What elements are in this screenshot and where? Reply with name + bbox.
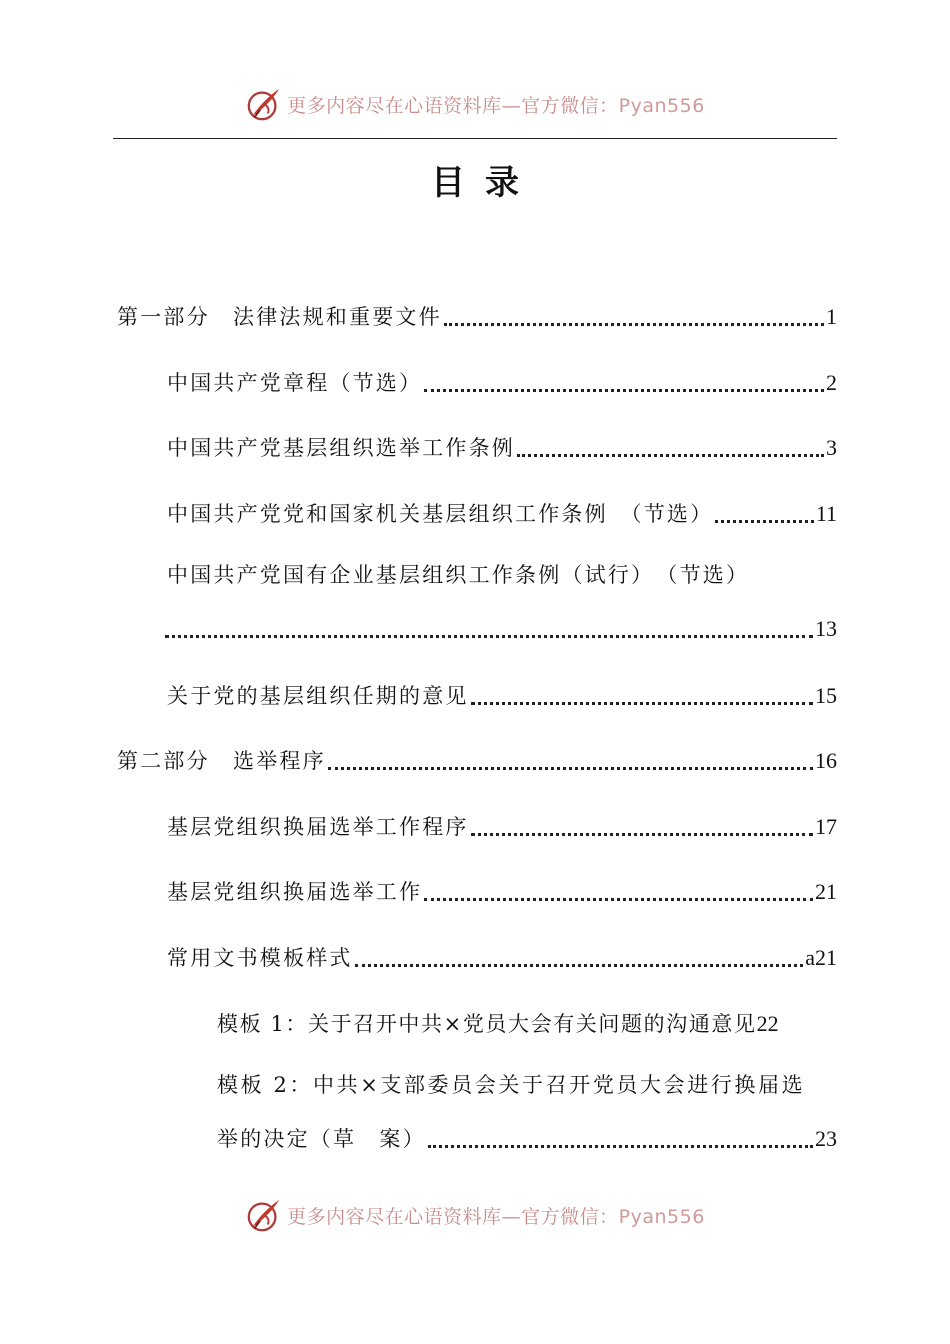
toc-leader-dots (355, 948, 804, 967)
toc-entry-page: 3 (826, 435, 837, 460)
toc-entry-label: 关于党的基层组织任期的意见 (167, 684, 469, 708)
toc-entry-page: 13 (815, 616, 837, 641)
toc-entry-continuation[interactable] (165, 610, 837, 644)
banner-handle: Pyan556 (618, 94, 705, 117)
toc-entry-label: 中国共产党党和国家机关基层组织工作条例 （节选） (167, 502, 714, 526)
toc-entry-label: 举的决定（草 案） (217, 1127, 426, 1151)
toc-entry-label: 基层党组织换届选举工作程序 (167, 815, 469, 839)
toc-entry-page: 11 (815, 501, 837, 526)
toc-leader-dots (328, 751, 813, 770)
toc-leader-dots (471, 686, 813, 705)
toc-entry-continuation[interactable] (217, 1120, 837, 1154)
toc-entry[interactable] (167, 429, 837, 463)
toc-entry-page: 1 (826, 304, 837, 329)
toc-entry-page: 23 (815, 1126, 837, 1151)
toc-entry-label: 中国共产党章程（节选） (167, 371, 423, 395)
toc-leader-dots (428, 1129, 813, 1148)
toc-entry[interactable] (167, 495, 837, 529)
toc-entry[interactable] (167, 808, 837, 842)
toc-entry-page: 15 (815, 683, 837, 708)
toc-entry-label: 基层党组织换届选举工作 (167, 880, 423, 904)
toc-entry[interactable] (217, 1005, 837, 1039)
page-title: 目录 (431, 163, 539, 203)
toc-entry-label: 模板 1：关于召开中共×党员大会有关问题的沟通意见 (217, 1012, 757, 1036)
toc-leader-dots (424, 373, 824, 392)
toc-leader-dots (424, 882, 813, 901)
toc-entry-page: a21 (805, 945, 837, 970)
toc-entry-page: 21 (815, 879, 837, 904)
toc-entry[interactable] (167, 364, 837, 398)
banner-text: 更多内容尽在心语资料库—官方微信：Pyan556 (287, 1205, 705, 1228)
toc-entry-part1[interactable] (117, 298, 837, 332)
toc-entry-label: 第二部分 选举程序 (117, 749, 326, 773)
toc-leader-dots (517, 438, 824, 457)
toc-leader-dots (471, 817, 813, 836)
toc-entry[interactable] (167, 677, 837, 711)
toc-entry-page: 17 (815, 814, 837, 839)
footer-banner (0, 1193, 950, 1237)
toc-leader-dots (715, 504, 814, 523)
toc-entry-page: 22 (756, 1011, 779, 1036)
banner-handle: Pyan556 (618, 1205, 705, 1228)
toc-entry[interactable] (167, 873, 837, 907)
toc-entry-page: 2 (826, 370, 837, 395)
toc-entry-part2[interactable] (117, 742, 837, 776)
toc-entry-label: 第一部分 法律法规和重要文件 (117, 305, 442, 329)
toc-entry-label[interactable]: 模板 2：中共×支部委员会关于召开党员大会进行换届选 (217, 1073, 806, 1097)
toc-leader-dots (165, 619, 813, 638)
toc-entry-label: 中国共产党基层组织选举工作条例 (167, 436, 515, 460)
toc-leader-dots (444, 307, 824, 326)
quill-pen-logo-icon (245, 1196, 283, 1234)
toc-entry[interactable] (167, 939, 837, 973)
toc-entry-label[interactable]: 中国共产党国有企业基层组织工作条例（试行） （节选） (167, 563, 750, 587)
banner-text: 更多内容尽在心语资料库—官方微信：Pyan556 (287, 94, 705, 117)
toc-entry-label: 常用文书模板样式 (167, 946, 353, 970)
toc-entry-page: 16 (815, 748, 837, 773)
